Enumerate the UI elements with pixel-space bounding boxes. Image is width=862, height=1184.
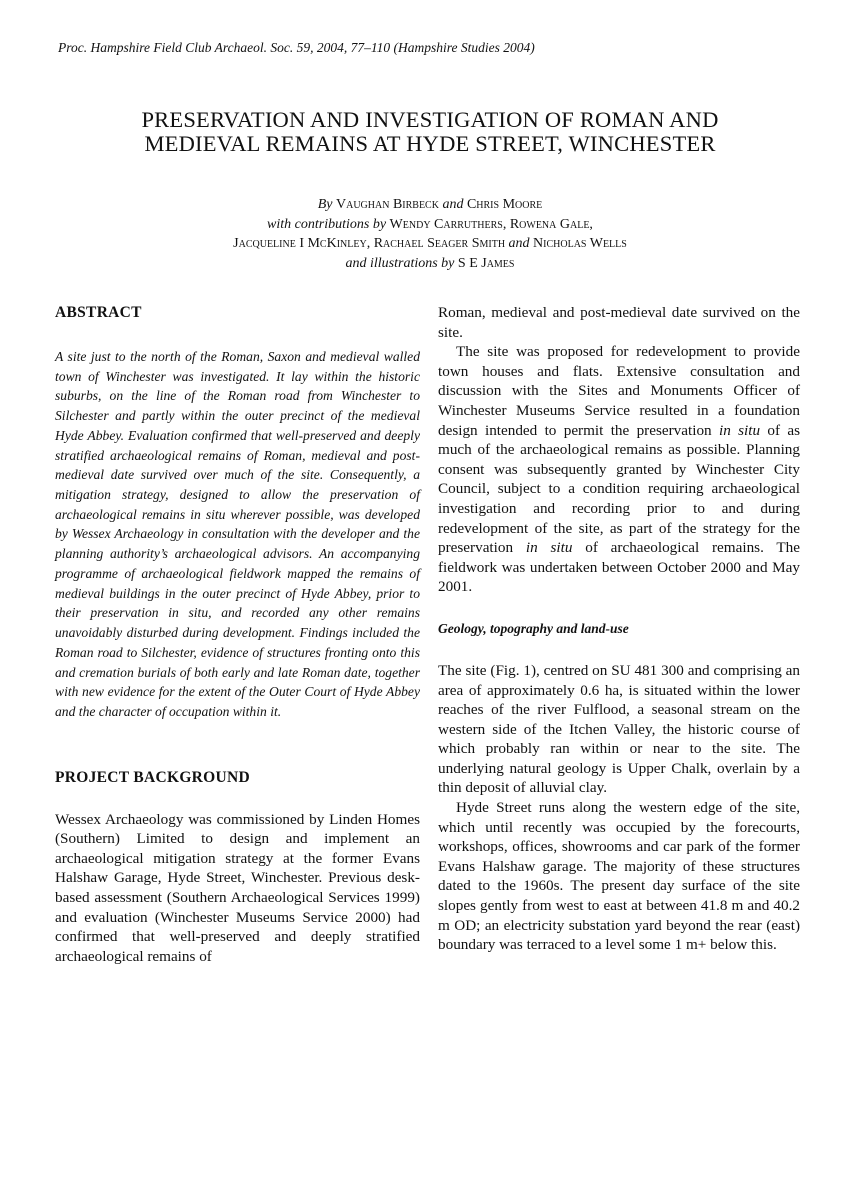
title-line-1: PRESERVATION AND INVESTIGATION OF ROMAN AND xyxy=(141,107,719,132)
byline-illustrations xyxy=(40,254,820,274)
journal-citation: Proc. Hampshire Field Club Archaeol. Soc. 59, 2004, 77–110 (Hampshire Studies 2004) xyxy=(58,40,535,55)
byline-by: By xyxy=(317,197,333,212)
contributors-3: Nicholas Wells xyxy=(533,236,627,251)
geology-p2: Hyde Street runs along the western edge of the site, which until recently was occupied by the forecourts, workshops, offices, showrooms and car park of the former Evans Halshaw garage. The majority of these structures dated to the 1960s. The present day surface of the site slopes gently from west to east at between 41.8 m and 40.2 m OD; an electricity substation yard beyond the rear (east) boundary was terraced to a level some 1 m+ below this. xyxy=(438,799,800,954)
project-background-p1-continued: Roman, medieval and post-medieval date survived on the site. xyxy=(438,304,800,341)
project-background-p2 xyxy=(438,342,800,597)
illustrator: S E James xyxy=(457,255,515,271)
right-column xyxy=(438,303,800,955)
p2-part-a: The site was proposed for redevelopment to provide town houses and flats. Extensive consultation and discussion with the Sites and Monuments Officer of Winchester Museums Service resulted in a foundation design intended to permit the preservation xyxy=(438,343,800,439)
geology-p1: The site (Fig. 1), centred on SU 481 300 and comprising an area of approximately 0.6 ha, is situated within the lower reaches of the river Fulflood, a seasonal stream on the western side of the Itchen Valley, the historic course of which probably ran within or near to the site. The underlying natural geology is Upper Chalk, overlain by a thin deposit of alluvial clay. xyxy=(438,661,800,797)
project-background-heading: PROJECT BACKGROUND xyxy=(55,768,251,786)
illus-prefix: and illustrations by xyxy=(345,255,455,271)
geology-heading: Geology, topography and land-use xyxy=(438,620,629,636)
contrib-prefix: with contributions by xyxy=(267,216,387,232)
in-situ-2: in situ xyxy=(525,539,573,557)
project-background-p1: Wessex Archaeology was commissioned by Linden Homes (Southern) Limited to design and implement an archaeological mitigation strategy at the former Evans Halshaw Garage, Hyde Street, Winchester. Previous desk-based assessment (Southern Archaeological Services 1999) and evaluation (Winchester Museums Service 2000) had confirmed that well-preserved and deeply stratified archaeological remains of xyxy=(55,810,420,965)
byline-contributions-2 xyxy=(40,234,820,254)
contributors-2: Jacqueline I McKinley, Rachael Seager Smith xyxy=(233,236,506,251)
author-1: Vaughan Birbeck xyxy=(336,197,439,212)
abstract-text: A site just to the north of the Roman, Saxon and medieval walled town of Winchester was investigated. It lay within the historic suburbs, on the line of the Roman road from Winchester to Silchester and partly within the outer precinct of the medieval Hyde Abbey. Evaluation confirmed that well-preserved and deeply stratified archaeological remains of Roman, medieval and post-medieval date survived over much of the site. Consequently, a mitigation strategy, designed to allow the preservation of archaeological remains in situ wherever possible, was developed by Wessex Archaeology in consultation with the developer and the planning authority’s archaeological advisors. An accompanying programme of archaeological fieldwork mapped the remains of medieval buildings in the outer precinct of Hyde Abbey, prior to their preservation in situ, and recorded any other remains unavoidably disturbed during development. Findings included the Roman road to Silchester, evidence of structures fronting onto this and cremation burials of both early and late Roman date, together with new evidence for the extent of the Outer Court of Hyde Abbey and the character of occupation within it. xyxy=(55,349,420,719)
byline xyxy=(40,195,820,273)
byline-authors xyxy=(40,195,820,215)
article-title xyxy=(40,108,820,156)
p2-part-b: of as much of the archaeological remains as possible. Planning consent was subsequently granted by Winchester City Council, subject to a condition requiring archaeological investigation and recording prior to and during redevelopment of the site, as part of the strategy for the preservation xyxy=(438,421,800,557)
in-situ-1: in situ xyxy=(718,421,761,439)
left-column xyxy=(55,303,420,966)
title-line-2: MEDIEVAL REMAINS AT HYDE STREET, WINCHESTER xyxy=(144,131,716,156)
byline-contributions xyxy=(40,215,820,235)
author-2: Chris Moore xyxy=(466,197,543,212)
abstract-heading: ABSTRACT xyxy=(55,304,142,321)
contrib-and: and xyxy=(508,236,530,251)
contributors-1: Wendy Carruthers, Rowena Gale, xyxy=(389,216,593,232)
byline-and: and xyxy=(442,197,464,212)
p2-part-c: of archaeological remains. The fieldwork was undertaken between October 2000 and May 2001. xyxy=(438,539,801,596)
